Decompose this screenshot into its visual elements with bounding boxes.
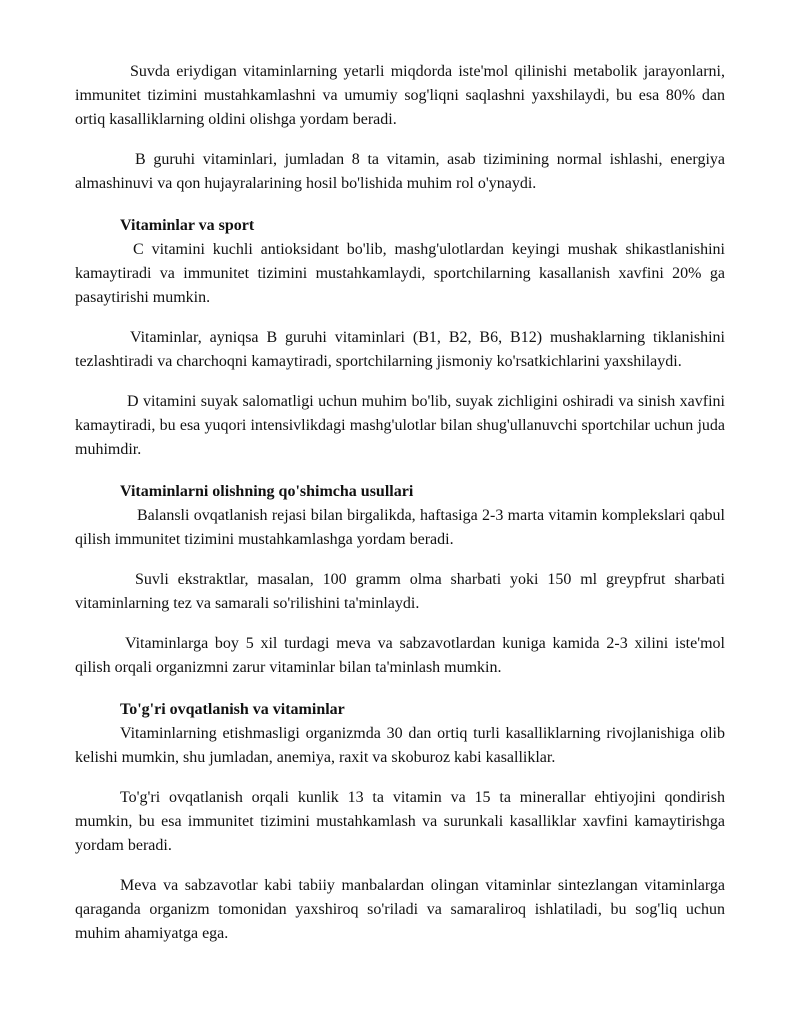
paragraph-b-group-vitamins: B guruhi vitaminlari, jumladan 8 ta vitamin, asab tizimining normal ishlashi, energiya almashinuvi va qon hujayralarining hosil bo'lishida muhim rol o'ynaydi. — [75, 151, 725, 192]
paragraph-vitamin-deficiency: Vitaminlarning etishmasligi organizmda 30 dan ortiq turli kasalliklarning rivojlanishiga olib kelishi mumkin, shu jumladan, anemiya, raxit va skoburoz kabi kasalliklar. — [75, 725, 725, 766]
paragraph-natural-sources: Meva va sabzavotlar kabi tabiiy manbalardan olingan vitaminlar sintezlangan vitaminlarga qaraganda organizm tomonidan yaxshiroq so'riladi va samaraliroq ishlatiladi, bu sog'liq uchun muhim ahamiyatga ega. — [75, 877, 725, 942]
heading-additional-methods: Vitaminlarni olishning qo'shimcha usullari — [120, 483, 414, 500]
paragraph-vitamin-c-sport: C vitamini kuchli antioksidant bo'lib, mashg'ulotlardan keyingi mushak shikastlanishini kamaytiradi va immunitet tizimini mustahkamlaydi, sportchilarning kasallanish xavfini 20% ga pasaytirishi mumkin. — [75, 241, 725, 306]
heading-proper-nutrition: To'g'ri ovqatlanish va vitaminlar — [120, 701, 345, 718]
paragraph-fruits-vegetables: Vitaminlarga boy 5 xil turdagi meva va sabzavotlardan kuniga kamida 2-3 xilini iste'mol qilish orqali organizmni zarur vitaminlar bilan ta'minlash mumkin. — [75, 635, 725, 676]
paragraph-balanced-diet: Balansli ovqatlanish rejasi bilan birgalikda, haftasiga 2-3 marta vitamin komplekslari qabul qilish immunitet tizimini mustahkamlashga yordam beradi. — [75, 507, 725, 548]
paragraph-b-vitamins-muscles: Vitaminlar, ayniqsa B guruhi vitaminlari (B1, B2, B6, B12) mushaklarning tiklanishini tezlashtiradi va charchoqni kamaytiradi, sportchilarning jismoniy ko'rsatkichlarini yaxshilaydi. — [75, 329, 725, 370]
paragraph-daily-vitamins: To'g'ri ovqatlanish orqali kunlik 13 ta vitamin va 15 ta minerallar ehtiyojini qondirish mumkin, bu esa immunitet tizimini mustahkamlash va surunkali kasalliklar xavfini kamaytirishga yordam beradi. — [75, 789, 725, 854]
paragraph-juice-extracts: Suvli ekstraktlar, masalan, 100 gramm olma sharbati yoki 150 ml greypfrut sharbati vitaminlarning tez va samarali so'rilishini ta'minlaydi. — [75, 571, 725, 612]
heading-vitamins-and-sport: Vitaminlar va sport — [120, 217, 255, 234]
paragraph-water-soluble-vitamins: Suvda eriydigan vitaminlarning yetarli miqdorda iste'mol qilinishi metabolik jarayonlarni, immunitet tizimini mustahkamlashni va umumiy sog'liqni saqlashni yaxshilaydi, bu esa 80% dan ortiq kasalliklarning oldini olishga yordam beradi. — [75, 63, 725, 128]
document-page — [75, 60, 725, 946]
paragraph-vitamin-d-bones: D vitamini suyak salomatligi uchun muhim bo'lib, suyak zichligini oshiradi va sinish xavfini kamaytiradi, bu esa yuqori intensivlikdagi mashg'ulotlar bilan shug'ullanuvchi sportchilar uchun juda muhimdir. — [75, 393, 725, 458]
